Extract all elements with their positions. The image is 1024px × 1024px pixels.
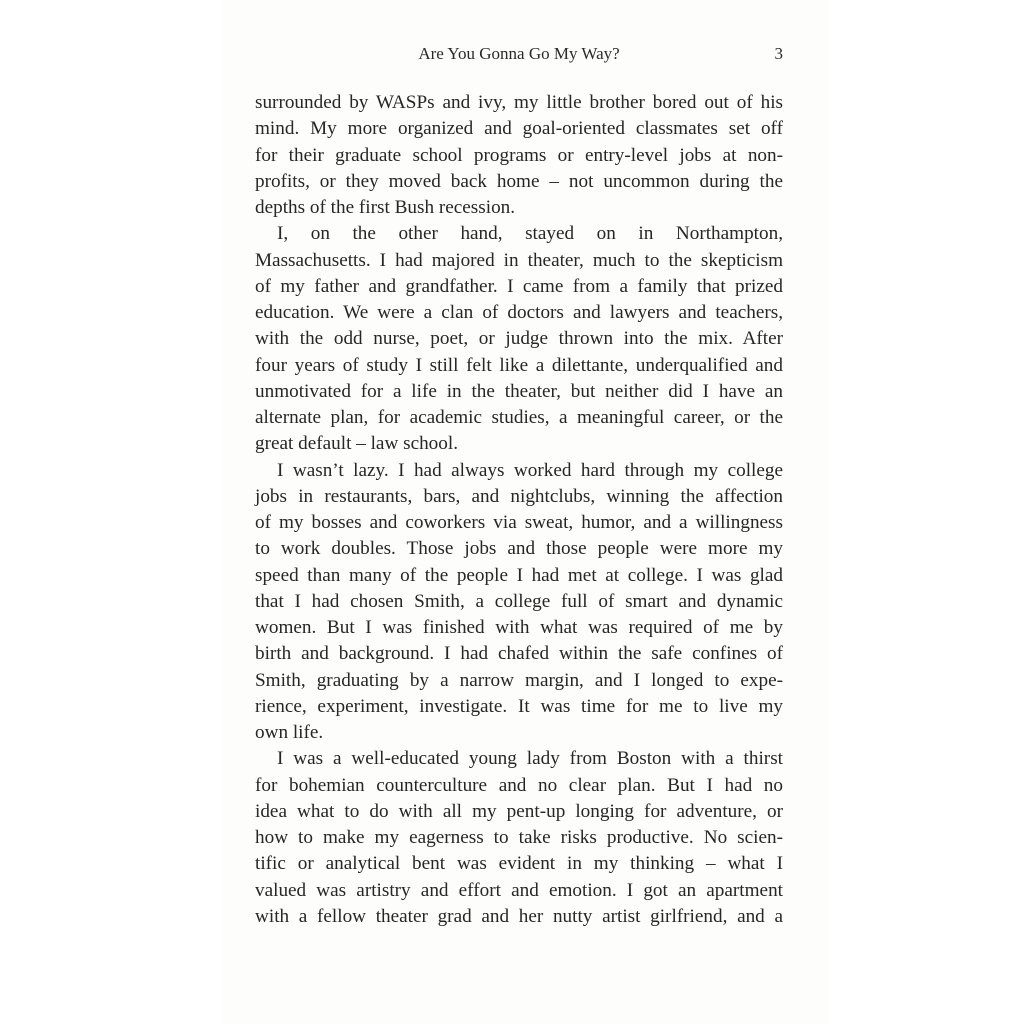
text-line: speed than many of the people I had met at college. I was glad <box>255 564 783 586</box>
text-line: surrounded by WASPs and ivy, my little brother bored out of his <box>255 92 783 113</box>
text-line: I wasn’t lazy. I had always worked hard through my college <box>277 459 783 481</box>
text-line: women. But I was finished with what was required of me by <box>255 617 783 638</box>
text-line: I was a well-educated young lady from Boston with a thirst <box>277 748 783 770</box>
text-line: own life. <box>255 722 324 743</box>
text-line: unmotivated for a life in the theater, but neither did I have an <box>255 380 783 402</box>
text-line: that I had chosen Smith, a college full of smart and dynamic <box>255 590 783 612</box>
text-line: mind. My more organized and goal-oriented classmates set off <box>255 118 783 140</box>
text-line: profits, or they moved back home – not uncommon during the <box>255 170 783 192</box>
text-line: education. We were a clan of doctors and lawyers and teachers, <box>255 302 783 323</box>
paragraph <box>255 90 783 221</box>
running-title: Are You Gonna Go My Way? <box>418 44 620 63</box>
text-line: Massachusetts. I had majored in theater, much to the skepticism <box>255 249 783 271</box>
text-line: rience, experiment, investigate. It was time for me to live my <box>255 695 783 717</box>
text-line: I, on the other hand, stayed on in Northampton, <box>277 223 783 245</box>
text-line: depths of the first Bush recession. <box>255 197 516 218</box>
text-line: valued was artistry and effort and emotion. I got an apartment <box>255 879 783 901</box>
text-line: great default – law school. <box>255 433 458 455</box>
paragraph <box>255 746 783 930</box>
running-head <box>255 44 783 68</box>
page-number: 3 <box>774 44 783 63</box>
text-line: how to make my eagerness to take risks productive. No scien- <box>255 827 783 848</box>
text-line: for bohemian counterculture and no clear plan. But I had no <box>255 774 783 796</box>
text-line: tific or analytical bent was evident in my thinking – what I <box>255 853 783 875</box>
text-line: four years of study I still felt like a dilettante, underqualified and <box>255 354 783 376</box>
text-line: alternate plan, for academic studies, a meaningful career, or the <box>255 407 783 428</box>
text-line: of my father and grandfather. I came from a family that prized <box>255 275 783 297</box>
text-line: for their graduate school programs or entry-level jobs at non- <box>255 144 783 166</box>
text-line: of my bosses and coworkers via sweat, humor, and a willingness <box>255 512 783 533</box>
paragraph <box>255 221 783 457</box>
body-text <box>255 90 783 930</box>
paragraph <box>255 458 783 747</box>
text-line: Smith, graduating by a narrow margin, and I longed to expe- <box>255 669 783 691</box>
text-line: idea what to do with all my pent-up longing for adventure, or <box>255 800 783 822</box>
text-line: jobs in restaurants, bars, and nightclubs, winning the affection <box>255 485 783 507</box>
text-line: with a fellow theater grad and her nutty artist girlfriend, and a <box>255 905 783 927</box>
text-line: to work doubles. Those jobs and those people were more my <box>255 538 783 560</box>
text-line: with the odd nurse, poet, or judge thrown into the mix. After <box>255 328 783 350</box>
text-line: birth and background. I had chafed within the safe confines of <box>255 643 783 665</box>
